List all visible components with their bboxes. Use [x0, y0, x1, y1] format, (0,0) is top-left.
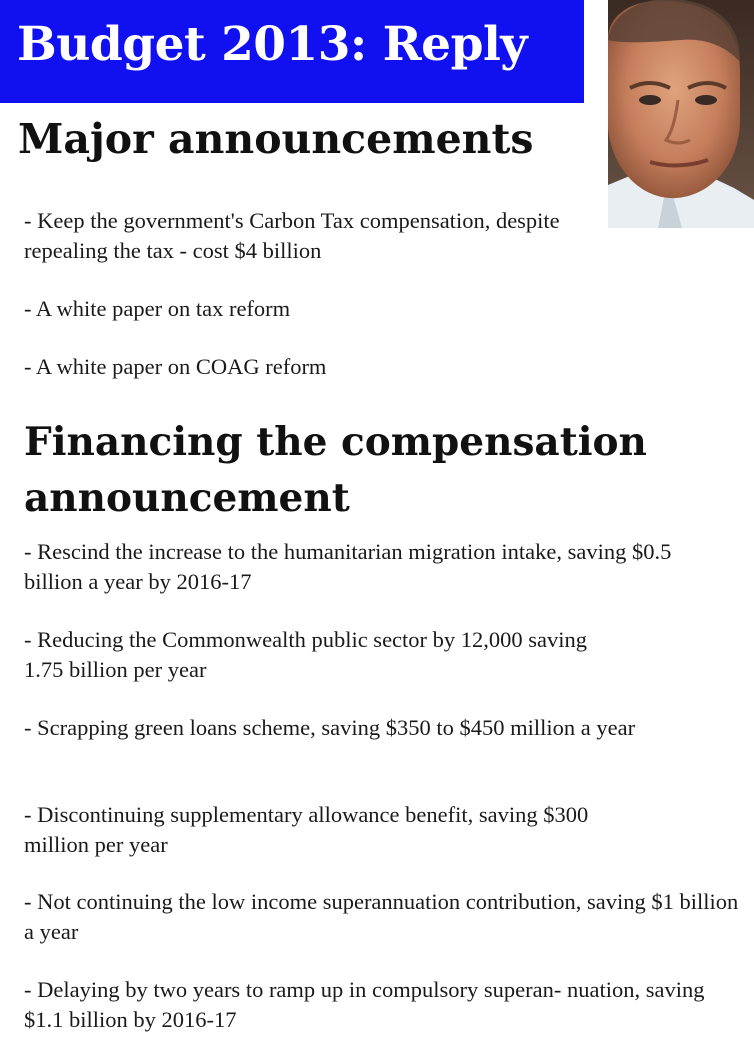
financing-heading: Financing the compensation announcement — [24, 419, 647, 521]
financing-item-low-income-super: - Not continuing the low income superannuation contribution, saving $1 billion a year — [24, 889, 739, 944]
title-banner — [0, 0, 600, 103]
major-item-carbon-tax: - Keep the government's Carbon Tax compensation, despite repealing the tax - cost $4 billion — [24, 208, 560, 263]
financing-item-supplementary-allowance: - Discontinuing supplementary allowance benefit, saving $300 million per year — [24, 802, 589, 857]
major-item-tax-reform: - A white paper on tax reform — [24, 296, 291, 321]
portrait-photo — [584, 0, 754, 228]
financing-item-green-loans: - Scrapping green loans scheme, saving $350 to $450 million a year — [24, 715, 636, 740]
major-item-coag-reform: - A white paper on COAG reform — [24, 354, 327, 379]
financing-item-public-sector: - Reducing the Commonwealth public sector by 12,000 saving 1.75 billion per year — [24, 627, 588, 682]
page-title: Budget 2013: Reply — [17, 17, 528, 72]
financing-item-compulsory-super: - Delaying by two years to ramp up in compulsory superan- nuation, saving $1.1 billion by 2016-17 — [24, 977, 705, 1032]
major-announcements-heading: Major announcements — [18, 115, 534, 163]
financing-item-migration: - Rescind the increase to the humanitarian migration intake, saving $0.5 billion a year by 2016-17 — [24, 539, 672, 594]
